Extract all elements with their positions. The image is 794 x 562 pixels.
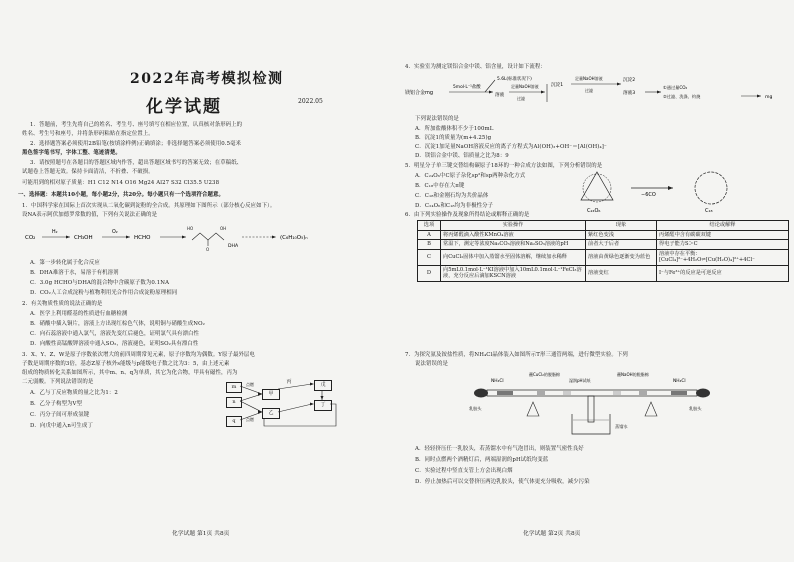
starch-synthesis-chain xyxy=(20,220,380,252)
option: A．轻轻挤压任一乳胶头，若蒸馏水中有气泡冒出，则装置气密性良好 xyxy=(415,446,584,452)
o2-label: O₂ xyxy=(112,230,118,235)
table-cell: B xyxy=(418,240,441,250)
naoh-label: 足量NaOH溶液 xyxy=(511,84,539,89)
filter-label: 过滤 xyxy=(517,96,525,101)
note-line: 试题卷上答题无效。保持卡面清洁，不折叠、不破损。 xyxy=(22,169,154,175)
node-q: q xyxy=(226,416,242,427)
option: D．向戊中通入n可生成丁 xyxy=(30,423,93,429)
product-label: C₁₈ xyxy=(705,208,713,214)
c24o6-structure xyxy=(581,172,613,200)
exam-title: 2022年高考模拟检测 xyxy=(130,71,284,87)
node-m: m xyxy=(226,382,242,393)
node-ding: 丁 xyxy=(314,400,332,411)
option: A．第一步转化属于化合反应 xyxy=(30,260,100,266)
table-cell: 前者大于后者 xyxy=(586,240,657,250)
table-cell: A xyxy=(418,230,441,240)
table-row xyxy=(418,230,789,240)
table-cell: I⁻与Fe³⁺的反应是可逆反应 xyxy=(657,265,789,281)
bulb-label: 乳胶头 xyxy=(689,406,702,411)
q4-flowchart xyxy=(405,72,790,108)
note-line: 3．请按照题号在各题目的答题区域内作答，超出答题区域书写的答案无效；在草稿纸、 xyxy=(30,160,243,166)
note-line: 姓名、考生号和座号，并将条形码粘贴在指定位置上。 xyxy=(22,131,154,137)
table-cell: C xyxy=(418,249,441,265)
option: D．C₂₄O₆和C₁₈均为非极性分子 xyxy=(415,203,494,209)
table-cell: 丙烯醛中含有碳碳双键 xyxy=(657,230,789,240)
precipitate2-label: 沉淀2 xyxy=(623,78,636,83)
option: D．停止加热后可以交替挤压两边乳胶头，使气体更充分吸收，减少污染 xyxy=(415,479,590,485)
option: C．实验过程中竖直支管上方会出现白烟 xyxy=(415,468,513,474)
rubber-bulb-left[interactable] xyxy=(474,389,488,398)
svg-text:OH: OH xyxy=(220,226,227,231)
q7-apparatus xyxy=(467,368,727,444)
table-header: 实验操作 xyxy=(441,221,586,231)
alcohol-lamp-left xyxy=(527,402,539,416)
node-n: n xyxy=(226,397,242,408)
naoh-cotton-label: 蘸NaOH的脱脂棉 xyxy=(617,372,649,377)
table-row xyxy=(418,249,789,265)
question-3-stem: 二元弱酸。下列说法错误的是 xyxy=(22,379,94,385)
gas-label: 5.6L(标准状况下) xyxy=(497,77,532,82)
question-1-stem: 设NA表示阿伏加德罗常数的值，下列有关说法正确的是 xyxy=(22,212,158,218)
dha-structure xyxy=(192,233,224,240)
exam-date: 2022.05 xyxy=(298,98,323,105)
bulb-label: 乳胶头 xyxy=(469,406,482,411)
arrow-label: −6CO xyxy=(641,192,656,198)
option: C．3.0g HCHO与DHA的混合物中含碳原子数为0.1NA xyxy=(30,280,170,286)
question-4-stem: 下列说法错误的是 xyxy=(415,116,459,122)
table-cell: 得电子能力S＞C xyxy=(657,240,789,250)
table-cell: 常温下，测定等浓度Na₂CO₃溶液和Na₂SO₃溶液的pH xyxy=(441,240,586,250)
precipitate1-label: 沉淀1 xyxy=(551,83,564,88)
table-row xyxy=(418,265,789,281)
option: A．所加盐酸体积不少于100mL xyxy=(415,126,494,132)
beaker xyxy=(572,414,610,434)
table-cell: 向CuCl₂固体中加入蒸馏水至固体溶解，继续加水稀释 xyxy=(441,249,586,265)
option: D．向酸性高锰酸钾溶液中通入SO₂，溶液褪色，证明SO₂具有漂白性 xyxy=(30,341,199,347)
alcohol-lamp-right xyxy=(645,402,657,416)
node-wu: 戊 xyxy=(314,380,332,391)
exam-subject: 化学试题 xyxy=(146,97,222,117)
table-cell: 溶液变红 xyxy=(586,265,657,281)
q5-reaction-diagram xyxy=(527,168,792,216)
reactant-label: C₂₄O₆ xyxy=(587,208,601,214)
svg-text:O: O xyxy=(206,247,210,252)
node-yi: 乙 xyxy=(262,408,280,419)
option: A．乙与丁反应物质的量之比为1：2 xyxy=(30,390,118,396)
c18-ring xyxy=(695,172,727,204)
solution3-label: 溶液3 xyxy=(623,91,636,96)
option: C．沉淀1加足量NaOH溶液反应的离子方程式为Al(OH)₃+OH⁻＝[Al(OH)₄]⁻ xyxy=(415,144,607,150)
q3-arrows xyxy=(224,374,344,430)
filter-label: 过滤 xyxy=(585,88,593,93)
water-label: 蒸馏水 xyxy=(615,424,628,429)
table-header: 选项 xyxy=(418,221,441,231)
svg-text:HO: HO xyxy=(187,226,194,231)
dha-label: DHA xyxy=(228,244,239,249)
starch-label: (C₆H₁₀O₅)ₙ xyxy=(280,235,308,241)
ignite-label: 点燃 xyxy=(246,382,254,387)
option: B．沉淀1的质量为(m+4.25)g xyxy=(415,135,492,141)
option: B．乙分子构型为V型 xyxy=(30,401,82,407)
option: D．CO₂人工合成淀粉与植物利用光合作用合成淀粉原理相同 xyxy=(30,290,178,296)
question-3-stem: 3．X、Y、Z、W是原子序数依次增大的前四周期常见元素，原子序数均为偶数。Y原子最外层电 xyxy=(22,352,255,358)
right-page xyxy=(397,0,794,562)
table-cell: D xyxy=(418,265,441,281)
table-cell: 溶液中存在平衡：[CuCl₄]²⁻+4H₂O⇌[Cu(H₂O)₄]²⁺+4Cl⁻ xyxy=(657,249,789,265)
cucl2-label: 蘸CuCl₂的脱脂棉 xyxy=(529,372,560,377)
node-jia: 甲 xyxy=(262,389,280,400)
question-6-stem: 6．由下列实验操作及现象所得结论或解释正确的是 xyxy=(405,212,530,218)
h2-label: H₂ xyxy=(52,230,58,235)
table-cell: 向5mL0.1mol·L⁻¹KI溶液中加入10mL0.1mol·L⁻¹FeCl₃溶液，充分反应后滴加KSCN溶液 xyxy=(441,265,586,281)
step2-label: ②过滤、洗涤、灼烧 xyxy=(663,94,701,99)
question-1-stem: 1．中国科学家在国际上首次实现从二氧化碳到淀粉的全合成。其原理如下图所示（部分核心反应如下）。 xyxy=(22,203,276,209)
question-3-stem: 子数是周期序数的3倍，基态Z原子核外s能级与p能级电子数之比为3：5，由上述元素 xyxy=(22,361,230,367)
question-3-stem: 组成的物质转化关系如图所示，其中m、n、q为单质，其它为化合物，甲具有磁性，丙为 xyxy=(22,370,238,376)
option: B．C₁₈中存在大π键 xyxy=(415,183,465,189)
question-5-stem: 5．明星分子单三键交替结构碳原子18环的一种合成方法如图，下列分析错误的是 xyxy=(405,163,603,169)
option: C．C₁₈和金刚石均为共价晶体 xyxy=(415,193,489,199)
q6-table xyxy=(417,220,789,282)
hcho-label: HCHO xyxy=(134,235,151,241)
ch3oh-label: CH₃OH xyxy=(74,235,93,241)
table-cell: 将丙烯醛滴入酸性KMnO₄溶液 xyxy=(441,230,586,240)
question-7-stem: 7．为探究氨及铵盐性质，将NH₄Cl晶体装入如图所示T形三通管两端，进行微型实验。下列 xyxy=(405,352,628,358)
atomic-masses: 可能用到的相对原子质量：H1 C12 N14 O16 Mg24 Al27 S32 Cl35.5 U238 xyxy=(22,180,220,186)
alloy-label: 镁铝合金mg xyxy=(405,90,434,96)
table-cell: 溶液由黄绿色逐渐变为蓝色 xyxy=(586,249,657,265)
table-cell: 紫红色变浅 xyxy=(586,230,657,240)
acid-label: 5mol·L⁻¹盐酸 xyxy=(453,85,481,90)
option: B．同时点燃两个酒精灯后，两端湿润的pH试纸均变蓝 xyxy=(415,457,549,463)
question-4-stem: 4．实验室为测定镁铝合金中镁、铝含量，设计如下流程： xyxy=(405,64,546,70)
page-footer: 化学试题 第2页 共8页 xyxy=(523,531,581,537)
note-line: 2．选择题答案必须使用2B铅笔(按填涂样例)正确填涂；非选择题答案必须使用0.5毫米 xyxy=(30,141,242,147)
option: C．向石蕊溶液中通入氯气，溶液先变红后褪色，证明氯气具有漂白性 xyxy=(30,331,199,337)
table-header: 结论或解释 xyxy=(657,221,789,231)
section-heading: 一、选择题：本题共10小题，每小题2分，共20分。每小题只有一个选项符合题意。 xyxy=(18,192,224,198)
option: C．丙分子间可形成氢键 xyxy=(30,412,90,418)
option: A．医学上利用醛基的性质进行血糖检测 xyxy=(30,311,128,317)
solid-mass-label: mg xyxy=(765,95,773,100)
option: A．C₂₄O₆中C原子杂化sp²和sp两种杂化方式 xyxy=(415,173,526,179)
nh4cl-label: NH₄Cl xyxy=(673,379,686,384)
table-row xyxy=(418,240,789,250)
option: B．DHA难溶于水，易溶于有机溶剂 xyxy=(30,270,119,276)
question-7-stem: 说法错误的是 xyxy=(415,361,448,367)
table-header: 现象 xyxy=(586,221,657,231)
node-bing: 丙 xyxy=(282,378,296,387)
co2-label: CO₂ xyxy=(25,235,36,241)
t-tube xyxy=(487,390,697,396)
table-header-row xyxy=(418,221,789,231)
question-2-stem: 2．有关物质性质的说法正确的是 xyxy=(22,301,103,307)
nh4cl-label: NH₄Cl xyxy=(491,379,504,384)
note-line: 1．答题前，考生先将自己的姓名、考生号、座号填写在相应位置，认真核对条形码上的 xyxy=(30,122,243,128)
step1-label: ①通过量CO₂ xyxy=(663,85,688,90)
ignite-label: 点燃 xyxy=(246,417,254,422)
page-footer: 化学试题 第1页 共8页 xyxy=(172,531,230,537)
naoh-label: 足量NaOH溶液 xyxy=(575,76,603,81)
option: D．镁铝合金中镁、铝质量之比为8：9 xyxy=(415,153,509,159)
option: B．硝酸中插入铜片，溶液上方出现红棕色气体，说明铜与硝酸生成NO₂ xyxy=(30,321,205,327)
solution-label: 溶液 xyxy=(495,93,505,98)
ph-paper-label: 湿润pH试纸 xyxy=(569,378,591,383)
rubber-bulb-right[interactable] xyxy=(696,389,710,398)
note-line: 黑色签字笔书写，字体工整、笔迹清楚。 xyxy=(22,150,121,156)
